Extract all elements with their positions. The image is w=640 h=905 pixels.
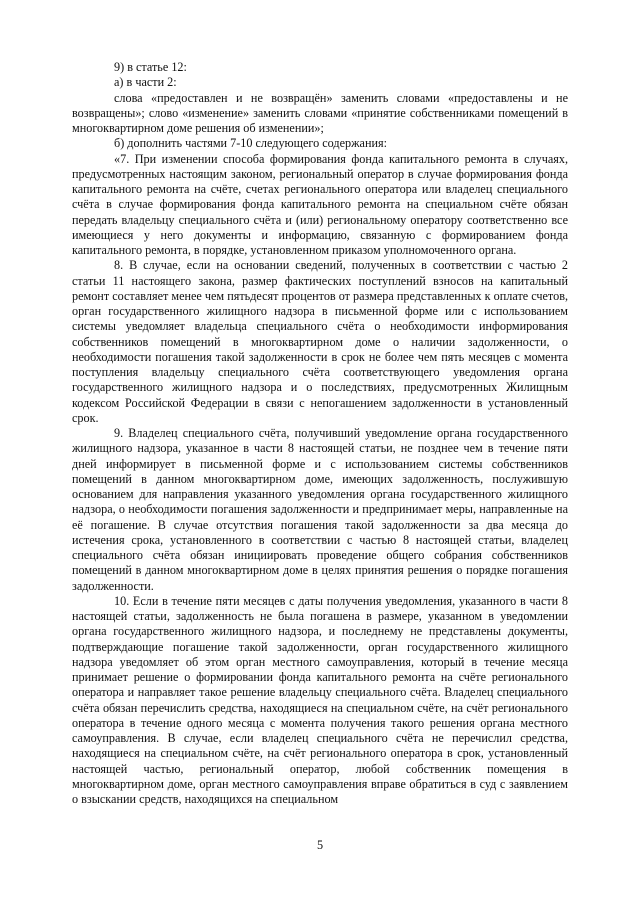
paragraph-add-parts: б) дополнить частями 7-10 следующего содержания: (114, 136, 387, 151)
page-number: 5 (316, 838, 324, 852)
paragraph-part-8: 8. В случае, если на основании сведений, полученных в соответствии с частью 2 статьи 11 настоящего закона, размер фактических поступлений взносов на капитальный ремонт составляет менее чем пятьдесят процентов от размера представленных к оплате счетов, орган государственного жилищного надзора в письменной форме или с использованием системы уведомляет владельца специального счёта о необходимости информирования собственников помещений в многоквартирном доме о наличии задолженности, о необходимости погашения такой задолженности в срок не более чем пять месяцев с момента поступления владельцу специального счёта соответствующего уведомления органа государственного жилищного надзора и о последствиях, предусмотренных Жилищным кодексом Российской Федерации в связи с непогашением задолженности в установленный срок. (72, 258, 568, 425)
document-body (72, 60, 568, 807)
paragraph-part-10: 10. Если в течение пяти месяцев с даты получения уведомления, указанного в части 8 настоящей статьи, задолженность не была погашена в размере, указанном в уведомлении органа государственного жилищного надзора, и последнему не представлены документы, подтверждающие погашение такой задолженности, орган государственного жилищного надзора уведомляет об этом орган местного самоуправления, который в течение месяца принимает решение о формировании фонда капитального ремонта на счёте регионального оператора и направляет такое решение владельцу специального счёта. Владелец специального счёта обязан перечислить средства, находящиеся на специальном счёте, на счёт регионального оператора в течение одного месяца с момента получения такого решения органа местного самоуправления. В случае, если владелец специального счёта не перечислил средства, находящиеся на специальном счёте, на счёт регионального оператора в срок, установленный настоящей частью, региональный оператор, любой собственник помещения в многоквартирном доме, орган местного самоуправления вправе обратиться в суд с заявлением о взыскании средств, находящихся на специальном (72, 593, 568, 806)
paragraph-part-2: а) в части 2: (114, 75, 177, 90)
paragraph-part-7: «7. При изменении способа формирования фонда капитального ремонта в случаях, предусмотренных настоящим законом, региональный оператор в случае формирования фонда капитального ремонта на счёте, счетах регионального оператора или владелец специального счёта в случае формирования фонда капитального ремонта на специальном счёте обязан передать владельцу специального счёта и (или) региональному оператору соответственно все имеющиеся у него документы и информацию, связанную с формированием фонда капитального ремонта, в порядке, установленном приказом уполномоченного органа. (72, 151, 568, 257)
paragraph-article-12: 9) в статье 12: (114, 60, 187, 74)
paragraph-part-9: 9. Владелец специального счёта, получивший уведомление органа государственного жилищного надзора, указанное в части 8 настоящей статьи, не позднее чем в течение пяти дней информирует в письменной форме и с использованием системы собственников помещений в данном многоквартирном доме, имеющих задолженность, послужившую основанием для направления указанного уведомления органа государственного жилищного надзора, о необходимости погашения задолженности и предпринимает меры, направленные на её погашение. В случае отсутствия погашения такой задолженности за два месяца до истечения срока, установленного в соответствии с частью 8 настоящей статьи, владелец специального счёта обязан инициировать проведение общего собрания собственников помещений в данном многоквартирном доме в целях принятия решения о порядке погашения задолженности. (72, 426, 568, 593)
paragraph-word-replacement: слова «предоставлен и не возвращён» заменить словами «предоставлены и не возвращены»; слово «изменение» заменить словами «принятие собственниками помещений в многоквартирном доме решения об изменении»; (72, 90, 568, 135)
